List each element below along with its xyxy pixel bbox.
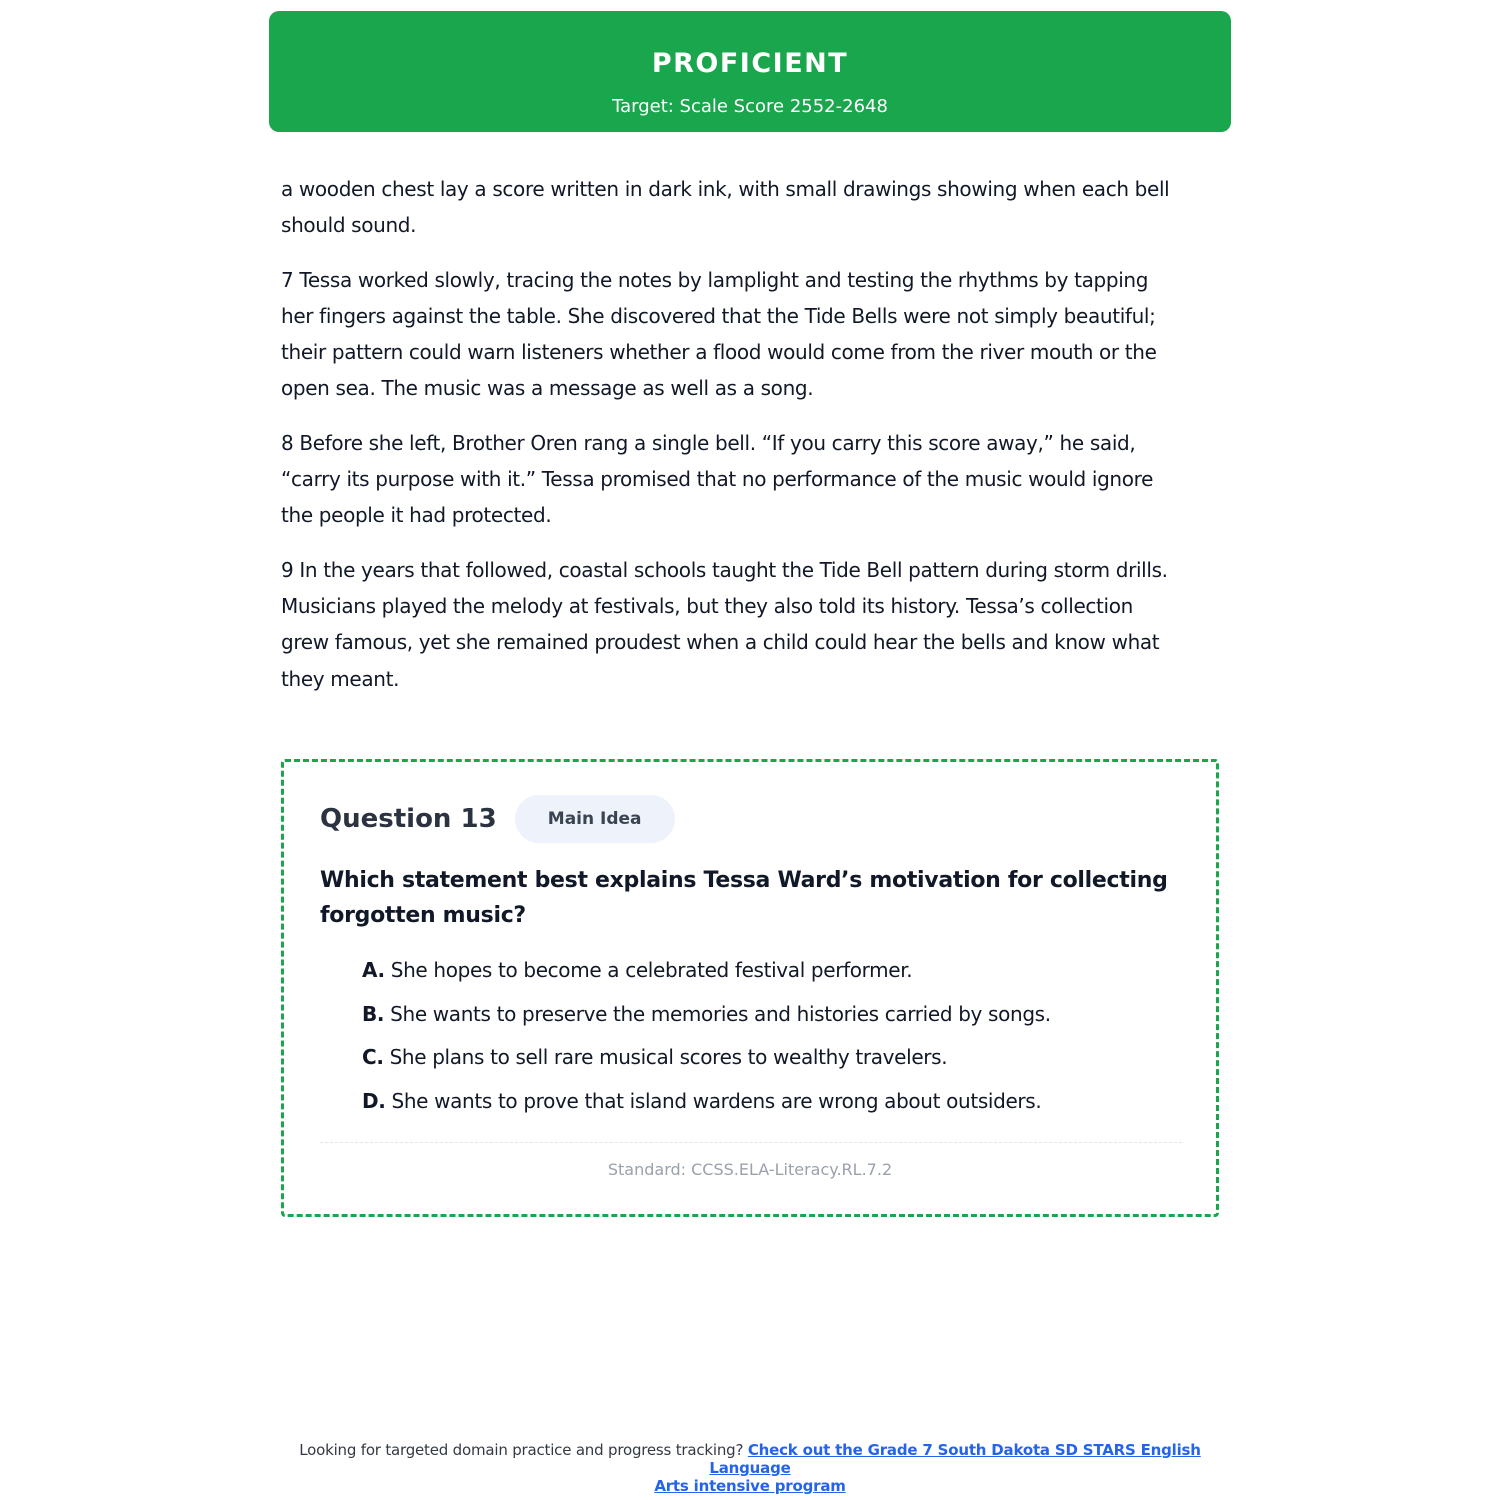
target-score: Target: Scale Score 2552-2648: [612, 96, 888, 117]
standard-label: Standard: CCSS.ELA-Literacy.RL.7.2: [607, 1160, 893, 1179]
passage-line: 8 Before she left, Brother Oren rang a single bell. “If you carry this score away,” he said,: [281, 430, 1136, 455]
level-banner: [269, 11, 1231, 132]
passage-line: open sea. The music was a message as well as a song.: [281, 376, 814, 401]
passage-paragraph: [281, 171, 1221, 244]
question-card: [281, 759, 1219, 1217]
passage-line: Musicians played the melody at festivals, but they also told its history. Tessa’s collection: [281, 593, 1133, 618]
option-text: She wants to preserve the memories and histories carried by songs.: [390, 1001, 1051, 1026]
passage-paragraph: [281, 552, 1221, 697]
option-text: She hopes to become a celebrated festival performer.: [390, 958, 913, 982]
question-line: forgotten music?: [320, 903, 526, 928]
option-letter: C.: [362, 1045, 384, 1070]
passage-line: their pattern could warn listeners whether a flood would come from the river mouth or the: [281, 340, 1157, 365]
answer-option-d[interactable]: [362, 1081, 1202, 1125]
passage-line: they meant.: [281, 666, 400, 691]
level-title: PROFICIENT: [651, 48, 849, 79]
passage-line: the people it had protected.: [281, 503, 552, 528]
option-letter: A.: [362, 958, 385, 982]
passage-paragraph: [281, 262, 1221, 407]
answer-option-b[interactable]: [362, 994, 1202, 1038]
passage-paragraph: [281, 425, 1221, 534]
answer-option-a[interactable]: [362, 950, 1202, 994]
option-letter: D.: [362, 1088, 386, 1113]
question-prompt: [320, 863, 1200, 933]
link-line: Arts intensive program: [654, 1477, 846, 1495]
passage-line: should sound.: [281, 213, 417, 238]
passage-line: 9 In the years that followed, coastal schools taught the Tide Bell pattern during storm drills.: [281, 557, 1168, 582]
option-text: She plans to sell rare musical scores to wealthy travelers.: [389, 1045, 948, 1070]
passage-line: her fingers against the table. She discovered that the Tide Bells were not simply beautiful;: [281, 303, 1156, 328]
footer-text: Looking for targeted domain practice and progress tracking?: [299, 1441, 744, 1459]
passage-line: grew famous, yet she remained proudest when a child could hear the bells and know what: [281, 630, 1160, 655]
answer-options: [362, 950, 1202, 1124]
question-number: Question 13: [320, 804, 497, 834]
skill-tag: Main Idea: [515, 795, 675, 843]
reading-passage: [281, 171, 1221, 715]
passage-line: “carry its purpose with it.” Tessa promised that no performance of the music would ignore: [281, 467, 1154, 492]
option-text: She wants to prove that island wardens are wrong about outsiders.: [391, 1088, 1042, 1113]
link-line: Check out the Grade 7 South Dakota SD STARS English Language: [709, 1441, 1201, 1477]
footer: [262, 1441, 1238, 1495]
option-letter: B.: [362, 1001, 385, 1026]
question-header: [320, 794, 675, 844]
divider: [320, 1142, 1182, 1143]
question-line: Which statement best explains Tessa Ward’s motivation for collecting: [320, 868, 1168, 893]
passage-line: a wooden chest lay a score written in dark ink, with small drawings showing when each bell: [281, 177, 1170, 201]
passage-line: 7 Tessa worked slowly, tracing the notes by lamplight and testing the rhythms by tapping: [281, 267, 1149, 292]
answer-option-c[interactable]: [362, 1037, 1202, 1081]
